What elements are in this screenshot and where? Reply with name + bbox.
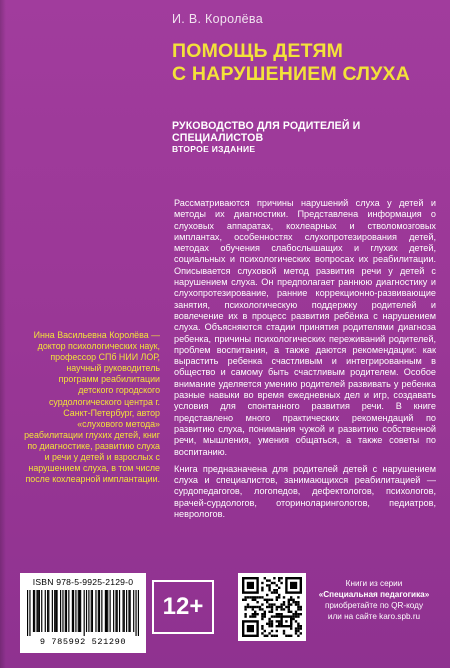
title-line-1: ПОМОЩЬ ДЕТЯМ — [172, 40, 344, 62]
author-name: И. В. Королёва — [172, 12, 263, 26]
ean-digits: 9 785992 521290 — [39, 637, 127, 647]
series-line-2: «Специальная педагогика» — [318, 590, 430, 599]
author-bio: Инна Васильевна Королёва — доктор психологических наук, профессор СПб НИИ ЛОР, научный руководитель программ реабилитации детского городского сурдологического центра г. Санкт-Петербург, автор «слухового метода» реабилитации глухих детей, книг по диагностике, развитию слуха и речи у детей и взрослых с нарушением слуха, в том числе после кохлеарной имплантации. — [24, 330, 160, 485]
description-paragraph-1: Рассматриваются причины нарушений слуха у детей и методы их диагностики. Представлена информация о слуховых аппаратах, кохлеарных и стволомозговых имплантах, особенностях слухопротезирования детей, методах обучения слабослышащих и глухих детей, социальных и психологических вопросах их реабилитации. Описывается слуховой метод развития речи у детей с нарушением слуха. Он предполагает раннюю диагностику и слухопротезирование, ранние коррекционно-развивающие занятия, психологическую поддержку родителей и вовлечение их в процесс развития ребёнка с нарушением слуха. Объясняются стадии принятия родителями диагноза ребенка, причины психологических переживаний родителей, проблем воспитания, а также даются рекомендации: как вырастить ребенка счастливым и интегрированным в общество и самому быть счастливым родителем. Особое внимание уделяется умению родителей развивать у ребенка разные навыки во время ежедневных дел и игр, создавать условия для спонтанного развития речи. В книге представлено много практических рекомендаций по развитию слуха, понимания чужой и развитию собственной речи, мышления, умения общаться, а также советы по воспитанию. — [174, 198, 436, 457]
age-rating-label: 12+ — [162, 593, 204, 620]
edition-label: ВТОРОЕ ИЗДАНИЕ — [172, 144, 256, 154]
barcode-block — [20, 573, 146, 653]
series-info — [314, 578, 434, 622]
spine-shadow — [0, 0, 6, 668]
series-line-4: или на сайте karo.spb.ru — [327, 612, 421, 621]
book-description — [174, 198, 436, 526]
age-rating-badge — [152, 580, 214, 634]
qr-code[interactable] — [238, 573, 306, 641]
book-subtitle: РУКОВОДСТВО ДЛЯ РОДИТЕЛЕЙ И СПЕЦИАЛИСТОВ — [172, 120, 361, 144]
isbn-text: ISBN 978-5-9925-2129-0 — [32, 577, 134, 587]
title-line-2: С НАРУШЕНИЕМ СЛУХА — [172, 63, 411, 85]
qr-code-icon — [242, 577, 302, 637]
description-paragraph-2: Книга предназначена для родителей детей с нарушением слуха и специалистов, занимающихся реабилитацией — сурдопедагогов, логопедов, дефектологов, психологов, врачей-сурдологов, оториноларингологов, педиатров, неврологов. — [174, 463, 436, 520]
barcode-icon — [27, 590, 139, 636]
series-line-1: Книги из серии — [345, 579, 403, 588]
book-title — [172, 40, 442, 86]
series-line-3: приобретайте по QR-коду — [324, 601, 424, 610]
